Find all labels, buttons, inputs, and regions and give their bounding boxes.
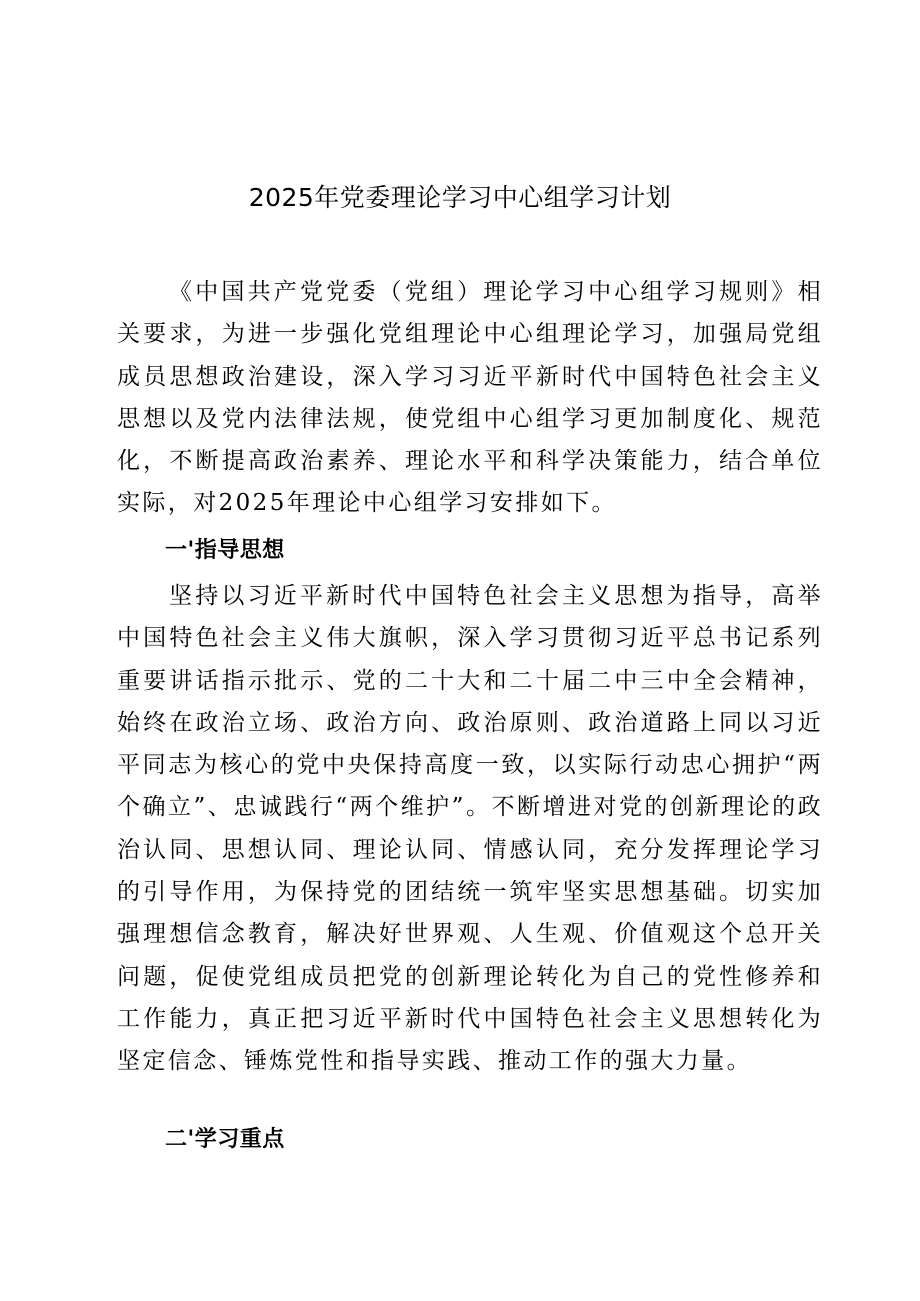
section-heading-study-focus: 二'学习重点 <box>165 1127 285 1152</box>
section-heading-guiding-thought: 一'指导思想 <box>165 538 285 563</box>
section-paragraph-guiding-thought: 坚持以习近平新时代中国特色社会主义思想为指导，高举中国特色社会主义伟大旗帜，深入学习贯彻习近平总书记系列重要讲话指示批示、党的二十大和二十届二中三中全会精神，始终在政治立场、政治方向、政治原则、政治道路上同以习近平同志为核心的党中央保持高度一致，以实际行动忠心拥护“两个确立”、忠诚践行“两个维护”。不断增进对党的创新理论的政治认同、思想认同、理论认同、情感认同，充分发挥理论学习的引导作用，为保持党的团结统一筑牢坚实思想基础。切实加强理想信念教育，解决好世界观、人生观、价值观这个总开关问题，促使党组成员把党的创新理论转化为自己的党性修养和工作能力，真正把习近平新时代中国特色社会主义思想转化为坚定信念、锤炼党性和指导实践、推动工作的强大力量。 <box>117 583 823 1075</box>
document-title: 2025年党委理论学习中心组学习计划 <box>248 183 672 212</box>
intro-paragraph: 《中国共产党党委（党组）理论学习中心组学习规则》相关要求，为进一步强化党组理论中心组理论学习，加强局党组成员思想政治建设，深入学习习近平新时代中国特色社会主义思想以及党内法律法规，使党组中心组学习更加制度化、规范化，不断提高政治素养、理论水平和科学决策能力，结合单位实际，对2025年理论中心组学习安排如下。 <box>117 279 823 517</box>
